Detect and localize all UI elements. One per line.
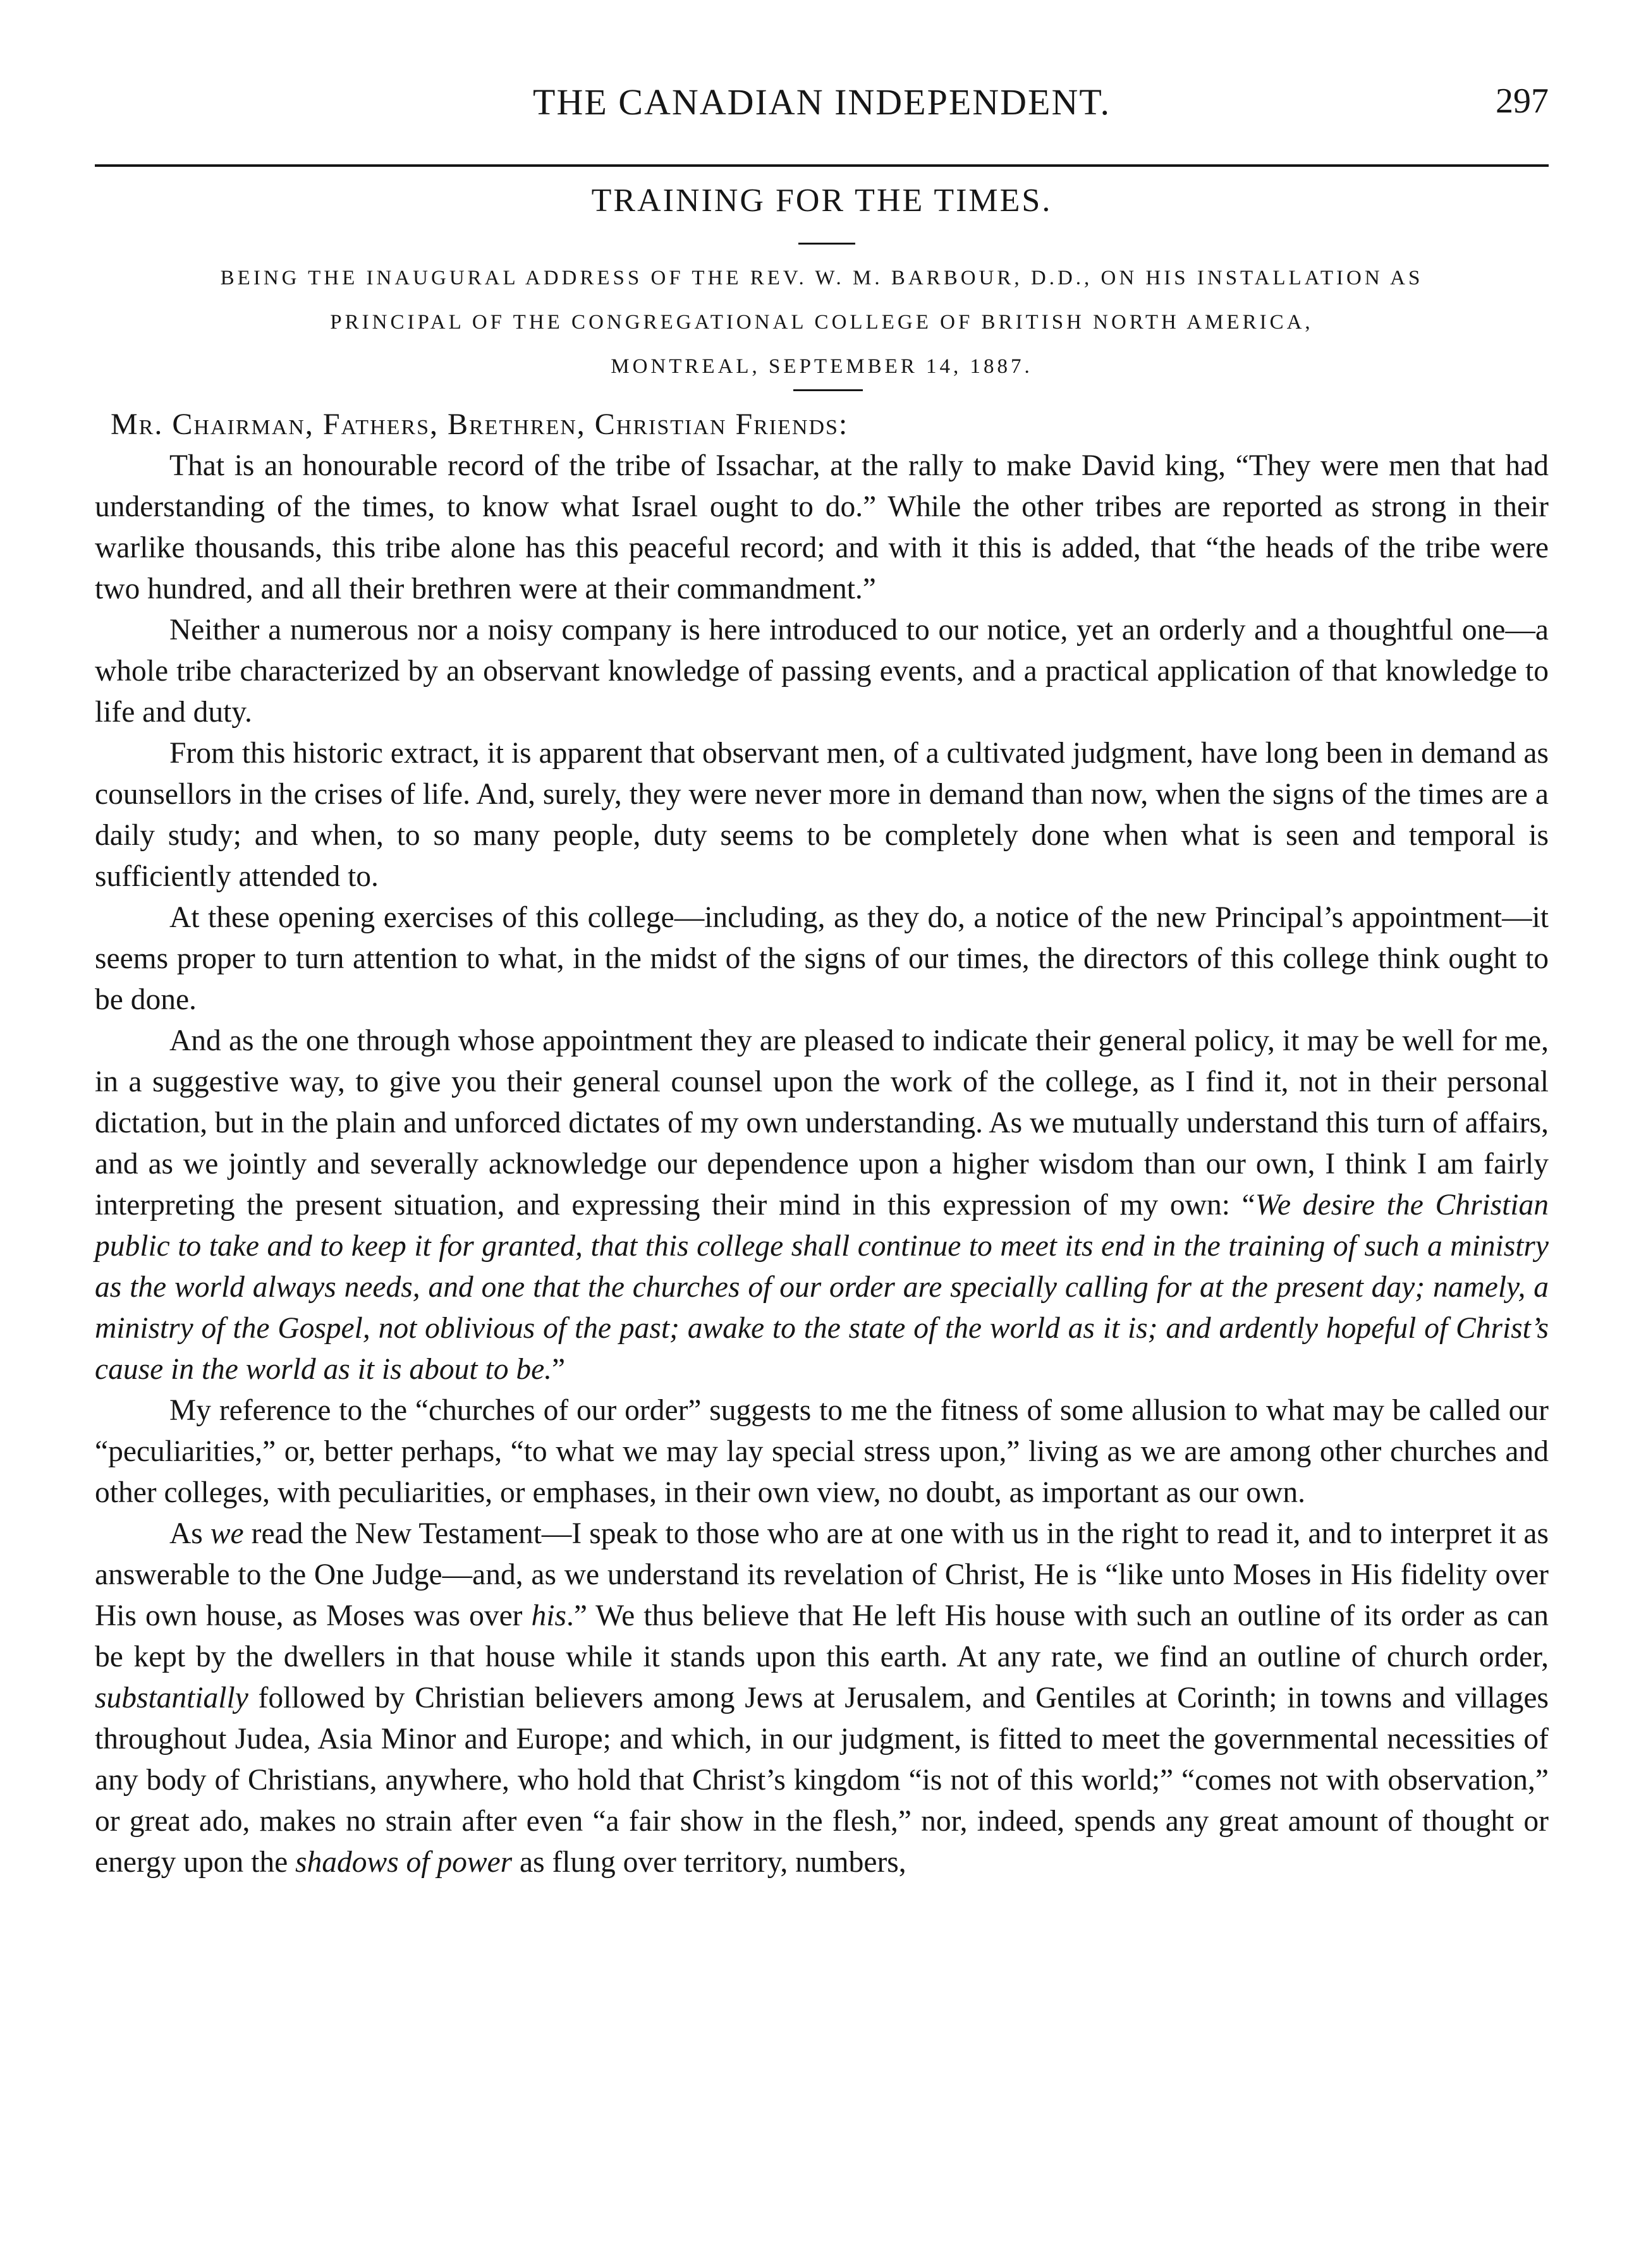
header-rule xyxy=(95,164,1549,167)
subtitle-divider xyxy=(793,389,863,391)
italic-word: his xyxy=(531,1599,566,1632)
running-head xyxy=(95,81,1549,131)
paragraph xyxy=(95,1021,1549,1390)
salutation-text: Mr. Chairman, Fathers, Brethren, Christian Friends: xyxy=(111,408,849,441)
paragraph: At these opening exercises of this college—including, as they do, a notice of the new Principal’s appointment—it seems proper to turn attention to what, in the midst of the signs of our times, the directors of this college think ought to be done. xyxy=(95,901,1549,1016)
title-divider xyxy=(798,243,855,245)
italic-word: substantially xyxy=(95,1682,248,1714)
paragraph-text: And as the one through whose appointment they are pleased to indicate their general policy, it may be well for me, in a suggestive way, to give you their general counsel upon the work of the college, as I find it, not in their personal dictation, but in the plain and unforced dictates of my own understanding. As we mutually understand this turn of affairs, and as we jointly and severally acknowledge our dependence upon a higher wisdom than our own, I think I am fairly interpreting the present situation, and expressing their mind in this expression of my own: “ xyxy=(95,1024,1549,1222)
italic-phrase: shadows of power xyxy=(295,1846,513,1879)
salutation xyxy=(111,404,1549,445)
paragraph-text: as flung over territory, numbers, xyxy=(512,1846,906,1879)
paragraph-text: .” We thus believe that He left His house with such an outline of its order as can be kept by the dwellers in that house while it stands upon this earth. At any rate, we find an outline of church order, xyxy=(95,1599,1549,1673)
page-number: 297 xyxy=(1496,82,1549,121)
paragraph: From this historic extract, it is apparent that observant men, of a cultivated judgment, have long been in demand as counsellors in the crises of life. And, surely, they were never more in demand than now, when the signs of the times are a daily study; and when, to so many people, duty seems to be completely done when what is seen and temporal is sufficiently attended to. xyxy=(95,737,1549,893)
subtitle-line: PRINCIPAL OF THE CONGREGATIONAL COLLEGE OF BRITISH NORTH AMERICA, xyxy=(330,311,1314,334)
subtitle-line: BEING THE INAUGURAL ADDRESS OF THE REV. W. M. BARBOUR, D.D., ON HIS INSTALLATION AS xyxy=(220,267,1424,289)
article-subtitle xyxy=(95,256,1549,389)
paragraph-text: ” xyxy=(552,1353,566,1386)
italic-quotation: We desire the Christian public to take and to keep it for granted, that this college shall continue to meet its end in the training of such a ministry as the world always needs, and one that the churches of our order are specially calling for at the present day; namely, a ministry of the Gospel, not oblivious of the past; awake to the state of the world as it is; and ardently hopeful of Christ’s cause in the world as it is about to be. xyxy=(95,1189,1549,1386)
paragraph-text: followed by Christian believers among Jews at Jerusalem, and Gentiles at Corinth; in towns and villages throughout Judea, Asia Minor and Europe; and which, in our judgment, is fitted to meet the governmental necessities of any body of Christians, anywhere, who hold that Christ’s kingdom “is not of this world;” “comes not with observation,” or great ado, makes no strain after even “a fair show in the flesh,” nor, indeed, spends any great amount of thought or energy upon the xyxy=(95,1682,1549,1879)
journal-title: THE CANADIAN INDEPENDENT. xyxy=(533,82,1111,123)
paragraph: That is an honourable record of the tribe of Issachar, at the rally to make David king, “They were men that had understanding of the times, to know what Israel ought to do.” While the other tribes are reported as strong in their warlike thousands, this tribe alone has this peaceful record; and with it this is added, that “the heads of the tribe were two hundred, and all their brethren were at their commandment.” xyxy=(95,449,1549,605)
paragraph-text: read the New Testament—I speak to those who are at one with us in the right to read it, and to interpret it as answerable to the One Judge—and, as we understand its revelation of Christ, He is “like unto Moses in His fidelity over His own house, as Moses was over xyxy=(95,1517,1549,1632)
article-title: TRAINING FOR THE TIMES. xyxy=(591,183,1052,219)
subtitle-line: MONTREAL, SEPTEMBER 14, 1887. xyxy=(611,355,1033,378)
paragraph-text: As xyxy=(169,1517,210,1550)
paragraph: Neither a numerous nor a noisy company is here introduced to our notice, yet an orderly and a thoughtful one—a whole tribe characterized by an observant knowledge of passing events, and a practical application of that knowledge to life and duty. xyxy=(95,614,1549,729)
italic-word: we xyxy=(210,1517,244,1550)
paragraph: My reference to the “churches of our order” suggests to me the fitness of some allusion to what may be called our “peculiarities,” or, better perhaps, “to what we may lay special stress upon,” living as we are among other churches and other colleges, with peculiarities, or emphases, in their own view, no doubt, as important as our own. xyxy=(95,1394,1549,1509)
paragraph xyxy=(95,1513,1549,1883)
article-body xyxy=(95,446,1549,1883)
